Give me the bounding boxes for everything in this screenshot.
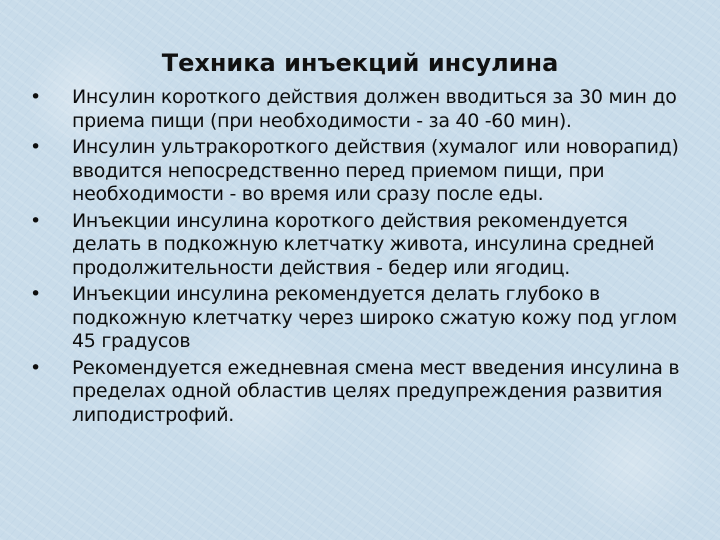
- bullet-text: Инсулин короткого действия должен вводиться за 30 мин до приема пищи (при необходимости - за 40 -60 мин).: [72, 86, 677, 132]
- bullet-text: Инъекции инсулина рекомендуется делать глубоко в подкожную клетчатку через широко сжатую кожу под углом 45 градусов: [72, 283, 677, 352]
- bullet-item: [30, 86, 690, 133]
- bullet-icon: •: [30, 209, 41, 232]
- slide-title: Техника инъекций инсулина: [161, 49, 559, 78]
- bullet-icon: •: [30, 356, 41, 379]
- bullet-item: [30, 210, 690, 281]
- bullet-icon: •: [30, 136, 41, 158]
- bullet-text: Инсулин ультракороткого действия (хумалог или новорапид) вводится непосредственно перед приемом пищи, при необходимости - во время или сразу после еды.: [72, 136, 679, 205]
- bullet-text: Инъекции инсулина короткого действия рекомендуется делать в подкожную клетчатку живота, инсулина средней продолжительности действия - бедер или ягодиц.: [72, 209, 655, 279]
- bullet-icon: •: [30, 283, 41, 305]
- bullet-item: [30, 283, 690, 354]
- bullet-item: [30, 136, 690, 207]
- bullet-text: Рекомендуется ежедневная смена мест введения инсулина в пределах одной областив целях предупреждения развития липодистрофий.: [72, 356, 680, 426]
- bullet-list: [30, 86, 690, 430]
- bullet-item: [30, 357, 690, 428]
- bullet-icon: •: [30, 86, 41, 108]
